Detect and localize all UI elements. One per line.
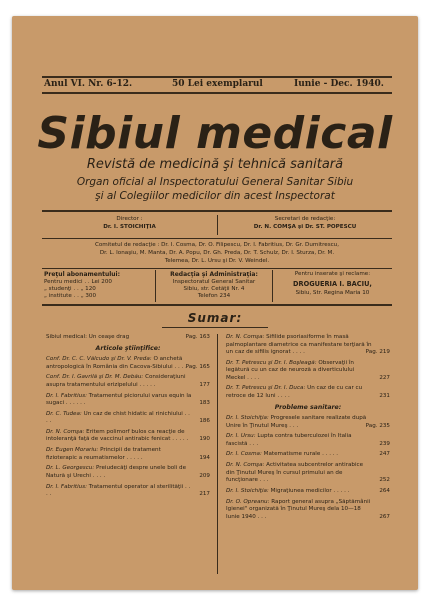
subscription-title: Preţul abonamentului: — [44, 271, 121, 278]
admin-line-3: Telefon 234 — [197, 293, 231, 299]
toc-entry-page: 252 — [379, 477, 390, 484]
secretary-names: Dr. N. COMŞA şi Dr. ST. POPESCU — [253, 224, 357, 230]
committee-line-3: Telemea, Dr. L. Ursu şi Dr. V. Weindel. — [164, 258, 270, 264]
toc-entry-title: Consideraţiuni asupra tratamentului erizipelului . . . . . — [46, 374, 186, 388]
toc-entry — [46, 334, 210, 342]
toc-entry-title: Eritem polimorf bulos ca reacţie de intoleranţă faţă de vaccinul antirabic fenicat . . . . . — [46, 428, 189, 443]
toc-entry — [226, 415, 390, 430]
toc-entry-title: Matematisme rurale . . . . . — [263, 451, 339, 458]
toc-entry-title: Preiudecăţi despre unele boli de Natură şi Urechi . . . . — [46, 465, 187, 479]
toc-entry-title: Migraţiunea medicilor . . . . . — [270, 487, 350, 494]
price: 50 Lei exemplarul — [172, 79, 263, 89]
toc-entry — [226, 462, 390, 485]
toc-column-divider — [217, 334, 218, 574]
committee-top-rule — [42, 238, 392, 239]
toc-entry-title: Observaţii în legătură cu un caz de neuroză a diverticulului Meckel . . . . — [226, 359, 355, 381]
toc-entry-title: Principii de tratament fizioterapic a reumatismelor . . . . . — [46, 447, 161, 461]
toc-entry-author: Dr. O. Opreanu: — [226, 498, 272, 505]
toc-heading: Sumar: — [187, 311, 243, 325]
toc-entry-author: Dr. N. Comşa: — [226, 462, 267, 469]
committee-line-1: Comitetul de redacţie : Dr. I. Cosma, Dr. O. Filipescu, Dr. I. Fabritius, Dr. Gr. Dumitrescu, — [94, 242, 340, 248]
toc-entry-page: 186 — [199, 418, 210, 425]
toc-entry-page: 209 — [199, 472, 210, 479]
toc-entry-title: Tratamentul operator al sterilităţii . . . . — [46, 483, 191, 497]
toc-entry-title: Progresele sanitare realizate după Unire în Ţinutul Mureş . . . — [226, 415, 367, 429]
toc-entry-page: 247 — [379, 451, 390, 458]
toc-entry-author: Dr. I. Ursu: — [226, 433, 258, 440]
magazine-title: Sibiul medical — [37, 108, 393, 159]
toc-entry-author: Dr. N. Comşa: — [46, 428, 87, 435]
toc-entry-title: Un caz de chist hidatic al rinichiului . . . . — [46, 410, 190, 425]
secretary-label: Secretari de redacţie: — [274, 216, 336, 222]
toc-entry-author: Dr. I. Fabritius: — [46, 392, 89, 399]
editors-top-rule — [42, 210, 392, 212]
ads-line-2: Sibiu, Str. Regina Maria 10 — [295, 290, 370, 296]
toc-entry — [226, 433, 390, 448]
toc-entry-author: Dr. I. Fabritius: — [46, 483, 89, 490]
organ-line-2: şi al Colegiilor medicilor din acest Inspectorat — [95, 190, 335, 202]
toc-entry-author: Dr. Eugen Morariu: — [46, 447, 101, 454]
issue-number: Anul VI. Nr. 6-12. — [44, 79, 133, 89]
toc-entry-author: Conf. Dr. C. C. Vălcudo şi Dr. V. Preda: — [46, 356, 154, 363]
subscription-line-3: „ institute . . „ 300 — [44, 293, 97, 299]
toc-entry-page: 231 — [379, 392, 390, 399]
toc-entry-title: Activitatea subcentrelor antirabice din Ţinutul Mureş în cursul primului an de funcţionare . . . — [226, 462, 364, 484]
toc-entry-author: Dr. N. Comşa: — [226, 334, 267, 340]
committee-line-2: Dr. L. Ionaşiu, M. Manta, Dr. A. Popu, Dr. Gh. Preda, Dr. T. Schulz, Dr. I. Sturza, Dr. M. — [99, 250, 335, 256]
toc-entry-title: Lupta contra tuberculozei în Italia fascistă . . . — [226, 433, 352, 447]
toc-entry — [46, 447, 210, 462]
toc-entry-author: Dr. I. Stoichiţia: — [226, 415, 271, 422]
toc-entry-title: Tratamentul piciorului varus equin la sugaci . . . . . . — [46, 392, 192, 407]
toc-entry — [226, 360, 390, 383]
toc-entry — [46, 374, 210, 389]
organ-line-1: Organ oficial al Inspectoratului General Sanitar Sibiu — [76, 176, 354, 188]
toc-entry-author: Conf. Dr. I. Gavrilă şi Dr. M. Debău: — [46, 374, 146, 381]
subscription-line-1: Pentru medici . . Lei 200 — [44, 279, 112, 285]
toc-entry-author: Dr. L. Georgescu: — [46, 465, 97, 472]
director-label: Director : — [116, 216, 143, 222]
toc-entry-author: Dr. T. Petrescu şi Dr. I. Boşleagă: — [226, 359, 319, 366]
toc-entry — [46, 484, 210, 499]
header-rule — [42, 92, 392, 94]
toc-section-heading: Probleme sanitare: — [274, 403, 342, 411]
toc-entry-author: Dr. I. Cosma: — [226, 451, 264, 458]
subscription-line-2: „ studenţi . . „ 120 — [44, 286, 96, 292]
toc-entry-title: O anchetă antropologică în România din Cacova-Sibiului . . . . — [46, 356, 187, 370]
magazine-cover — [12, 16, 418, 590]
toc-entry-page: 190 — [199, 436, 210, 443]
toc-entry — [226, 451, 390, 459]
toc-entry-page: Pag. 235 — [365, 422, 390, 429]
toc-entry-page: 239 — [379, 440, 390, 447]
toc-entry-page: 264 — [379, 487, 390, 494]
toc-right-column — [226, 334, 390, 524]
toc-entry-author: Dr. C. Tudea: — [46, 410, 84, 417]
toc-entry-page: 217 — [199, 491, 210, 497]
toc-entry — [46, 465, 210, 480]
issue-date: Iunie - Dec. 1940. — [294, 79, 384, 89]
toc-entry-title: Sifilide psoriasiforme în masă palmoplantare diametrice ca manifestare terţiară în un caz de sifilis ignorat . . . . — [226, 334, 372, 355]
toc-entry-page: 194 — [199, 454, 210, 461]
info-top-rule — [42, 268, 392, 269]
toc-entry — [46, 393, 210, 408]
toc-entry — [226, 488, 390, 496]
toc-entry-page: 177 — [199, 381, 210, 388]
director-name: Dr. I. STOICHIŢIA — [103, 224, 156, 230]
toc-entry — [46, 429, 210, 444]
toc-heading-underline — [162, 327, 268, 328]
magazine-subtitle: Revistă de medicină şi tehnică sanitară — [86, 157, 344, 172]
toc-entry — [226, 334, 390, 357]
admin-line-1: Inspectoratul General Sanitar — [172, 279, 256, 285]
toc-entry — [226, 385, 390, 400]
ads-title: Pentru inserate şi reclame: — [294, 271, 371, 277]
toc-entry-page: 267 — [379, 513, 390, 520]
toc-top-rule — [42, 304, 392, 306]
toc-entry-title: Un caz de cu car cu retroce de 12 luni . . . . — [226, 385, 363, 399]
toc-entry-page: Pag. 163 — [185, 334, 210, 340]
toc-entry-author: Dr. T. Petrescu şi Dr. I. Duca: — [226, 385, 308, 392]
toc-entry-author: Dr. I. Stoichiţia: — [226, 487, 271, 494]
toc-section-heading: Articole ştiinţifice: — [95, 344, 161, 352]
ads-line-1: DROGUERIA I. BACIU, — [293, 280, 372, 288]
toc-entry-title: Raport general asupra „Săptămânii Igienei" organizată în Ţinutul Mureş dela 10—18 Iunie 1940 . . . — [226, 498, 371, 520]
admin-title: Redacţia şi Administraţia: — [170, 271, 258, 278]
toc-entry — [46, 411, 210, 426]
toc-entry — [226, 499, 390, 522]
toc-left-column — [46, 334, 210, 502]
top-rule — [42, 76, 392, 78]
toc-entry-page: 227 — [379, 374, 390, 381]
admin-line-2: Sibiu, str. Cetăţii Nr. 4 — [183, 286, 245, 292]
toc-entry-page: Pag. 219 — [365, 349, 390, 355]
toc-entry-page: 183 — [199, 400, 210, 407]
toc-entry-page: Pag. 165 — [185, 363, 210, 370]
toc-entry-title: Sibiul medical: Un ceaşe drag — [46, 334, 130, 340]
toc-entry — [46, 356, 210, 371]
